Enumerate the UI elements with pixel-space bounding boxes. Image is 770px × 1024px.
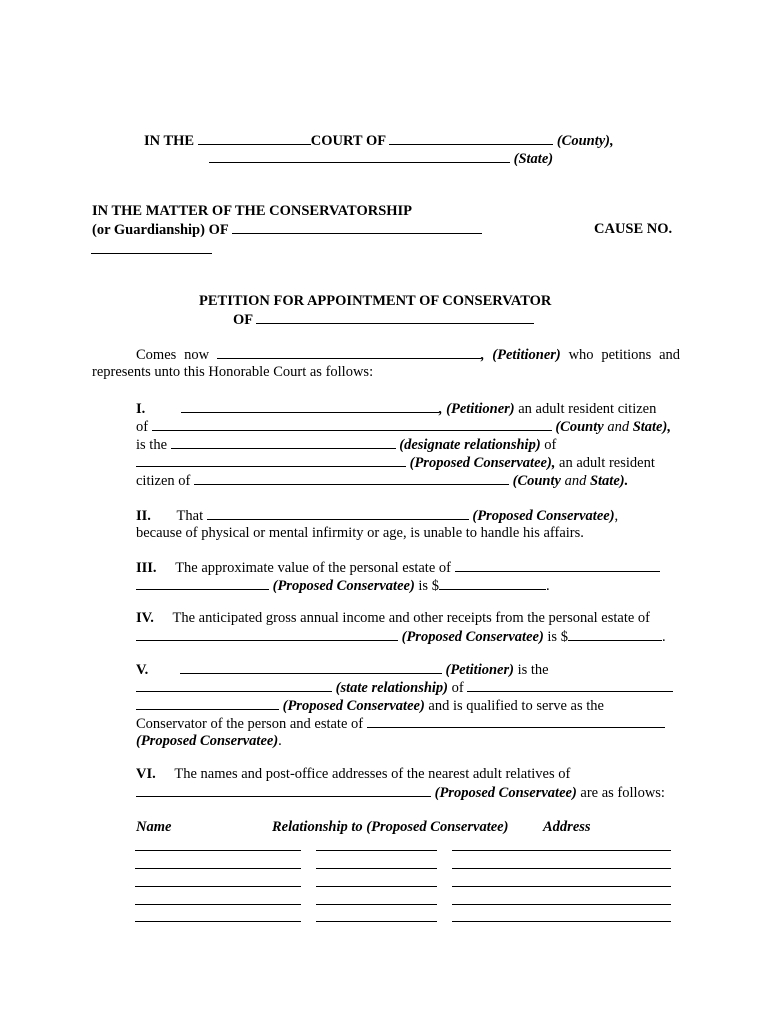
sec5-is-the-text: is the	[517, 662, 549, 678]
sec5-proposed2-label: (Proposed Conservatee)	[136, 733, 279, 749]
sec1-relationship-blank[interactable]	[171, 435, 396, 449]
relative-name-blank[interactable]	[135, 921, 301, 922]
sec1-line1	[136, 399, 656, 418]
sec1-line5	[136, 471, 628, 490]
sec2-conservatee-blank[interactable]	[207, 506, 469, 520]
sec3-period: .	[545, 578, 550, 594]
sec2-line2: because of physical or mental infirmity or age, is unable to handle his affairs.	[136, 525, 584, 541]
sec4-number: IV.	[136, 610, 154, 626]
sec2-line1	[136, 506, 618, 525]
sec3-number: III.	[136, 560, 157, 576]
sec1-citizen-of-text: citizen of	[136, 473, 191, 489]
sec5-proposed-label: (Proposed Conservatee)	[282, 698, 425, 714]
sec3-line2	[136, 576, 550, 595]
sec4-is-dollar-text: is $	[547, 629, 568, 645]
title-name-blank[interactable]	[256, 310, 534, 324]
sec4-period: .	[661, 629, 666, 645]
sec1-county2-label: (County	[512, 473, 561, 489]
relative-address-blank[interactable]	[452, 868, 671, 869]
sec4-line2	[136, 627, 666, 646]
relative-relationship-blank[interactable]	[316, 850, 437, 851]
sec3-text: The approximate value of the personal estate of	[175, 560, 451, 576]
sec5-number: V.	[136, 662, 149, 678]
sec1-petitioner-label: , (Petitioner)	[438, 401, 515, 417]
matter-line1: IN THE MATTER OF THE CONSERVATORSHIP	[92, 203, 413, 219]
sec3-conservatee-blank[interactable]	[136, 576, 269, 590]
court-name-blank[interactable]	[198, 131, 311, 145]
sec1-adult-resident-text: an adult resident citizen	[518, 401, 657, 417]
sec4-proposed-label: (Proposed Conservatee)	[401, 629, 544, 645]
relative-address-blank[interactable]	[452, 921, 671, 922]
state-blank[interactable]	[209, 149, 510, 163]
sec1-is-the-text: is the	[136, 437, 168, 453]
sec1-line3	[136, 435, 556, 454]
sec3-proposed-label: (Proposed Conservatee)	[272, 578, 415, 594]
sec1-state2-label: State).	[589, 473, 629, 489]
sec5-state-relationship-label: (state relationship)	[335, 680, 449, 696]
title-of-label: OF	[233, 312, 253, 328]
sec4-text: The anticipated gross annual income and other receipts from the personal estate of	[172, 610, 651, 626]
sec1-designate-label: (designate relationship)	[399, 437, 541, 453]
guardianship-label: (or Guardianship) OF	[92, 222, 229, 238]
relative-relationship-blank[interactable]	[316, 868, 437, 869]
relative-relationship-blank[interactable]	[316, 886, 437, 887]
cause-no-label: CAUSE NO.	[594, 221, 673, 237]
sec6-line2	[136, 783, 665, 802]
sec1-county-state-blank[interactable]	[152, 417, 552, 431]
sec1-of-text: of	[136, 419, 149, 435]
relative-name-blank[interactable]	[135, 886, 301, 887]
sec3-is-dollar-text: is $	[418, 578, 439, 594]
sec5-line5	[136, 732, 282, 750]
sec5-qualified-text: and is qualified to serve as the	[428, 698, 604, 714]
sec5-relationship-blank[interactable]	[136, 678, 332, 692]
relative-address-blank[interactable]	[452, 886, 671, 887]
sec2-comma: ,	[614, 508, 619, 524]
sec1-county-label: (County	[555, 419, 604, 435]
sec2-that-text: That	[176, 508, 204, 524]
relative-address-blank[interactable]	[452, 904, 671, 905]
sec3-estate-of-blank[interactable]	[455, 558, 660, 572]
sec1-proposed-label: (Proposed Conservatee),	[409, 455, 556, 471]
relative-name-blank[interactable]	[135, 868, 301, 869]
sec3-value-blank[interactable]	[439, 576, 546, 590]
intro-line1	[136, 345, 680, 364]
comes-now-text: Comes now	[136, 347, 210, 363]
sec5-line1	[136, 660, 549, 679]
sec5-estate-of-blank[interactable]	[367, 714, 665, 728]
sec1-of2-text: of	[544, 437, 557, 453]
sec5-of-text: of	[451, 680, 464, 696]
county-blank[interactable]	[389, 131, 553, 145]
sec1-line4	[136, 453, 655, 472]
intro-line2: represents unto this Honorable Court as follows:	[92, 364, 374, 380]
sec6-conservatee-blank[interactable]	[136, 783, 431, 797]
who-petitions-text: who petitions and	[568, 347, 681, 363]
sec3-line1	[136, 558, 660, 577]
sec5-petitioner-blank[interactable]	[180, 660, 442, 674]
sec5-period: .	[278, 733, 282, 749]
sec5-conservatee-blank[interactable]	[136, 696, 279, 710]
sec5-conservator-text: Conservator of the person and estate of	[136, 716, 364, 732]
sec1-county-state2-blank[interactable]	[194, 471, 509, 485]
state-label: (State)	[513, 151, 554, 167]
matter-line2	[92, 220, 482, 239]
col-relationship-header: Relationship to (Proposed Conservatee)	[272, 819, 509, 835]
cause-no-blank[interactable]	[91, 253, 212, 254]
sec1-state-label: State),	[632, 419, 671, 435]
sec5-line2	[136, 678, 673, 697]
sec4-conservatee-blank[interactable]	[136, 627, 398, 641]
sec1-and2-text: and	[564, 473, 587, 489]
relative-address-blank[interactable]	[452, 850, 671, 851]
court-header-line2	[209, 149, 553, 168]
sec5-line3	[136, 696, 604, 715]
sec4-income-blank[interactable]	[568, 627, 662, 641]
sec4-line1	[136, 609, 650, 627]
matter-name-blank[interactable]	[232, 220, 482, 234]
county-label: (County),	[556, 133, 614, 149]
sec6-proposed-label: (Proposed Conservatee)	[434, 785, 577, 801]
relative-name-blank[interactable]	[135, 850, 301, 851]
sec1-conservatee-blank[interactable]	[136, 453, 406, 467]
sec2-number: II.	[136, 508, 151, 524]
relative-name-blank[interactable]	[135, 904, 301, 905]
relative-relationship-blank[interactable]	[316, 921, 437, 922]
in-the-label: IN THE	[144, 133, 195, 149]
petition-title-line2	[233, 310, 534, 329]
court-of-label: COURT OF	[310, 133, 386, 149]
court-header-line1	[144, 131, 614, 150]
petition-title: PETITION FOR APPOINTMENT OF CONSERVATOR	[199, 293, 552, 309]
col-name-header: Name	[136, 819, 172, 835]
sec6-text: The names and post-office addresses of the nearest adult relatives of	[174, 766, 571, 782]
sec1-number: I.	[136, 401, 146, 417]
sec5-line4	[136, 714, 665, 733]
sec1-and-text: and	[607, 419, 630, 435]
relative-relationship-blank[interactable]	[316, 904, 437, 905]
petitioner-name-blank[interactable]	[217, 345, 481, 359]
sec1-adult-resident2-text: an adult resident	[559, 455, 655, 471]
sec5-of-blank[interactable]	[467, 678, 673, 692]
petitioner-label: , (Petitioner)	[480, 347, 561, 363]
sec1-line2	[136, 417, 671, 436]
sec6-line1	[136, 765, 570, 783]
sec6-number: VI.	[136, 766, 156, 782]
col-address-header: Address	[543, 819, 591, 835]
sec6-as-follows-text: are as follows:	[580, 785, 665, 801]
sec1-petitioner-blank[interactable]	[181, 399, 439, 413]
sec2-proposed-label: (Proposed Conservatee)	[472, 508, 615, 524]
sec5-petitioner-label: (Petitioner)	[445, 662, 514, 678]
